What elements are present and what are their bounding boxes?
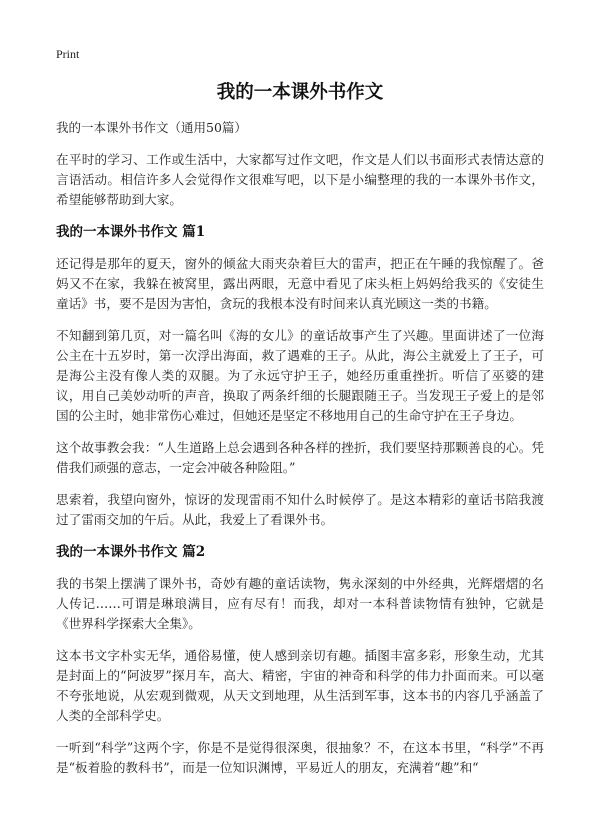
section-2-paragraph-2: 这本书文字朴实无华，通俗易懂，使人感到亲切有趣。插图丰富多彩，形象生动，尤其是封面上的“阿波罗”探月车，高大、精密，宇宙的神奇和科学的伟力扑面而来。可以毫不夸张地说，从宏观到微观，从天文到地理，从生活到军事，这本书的内容几乎涵盖了人类的全部科学史。 <box>56 648 544 723</box>
intro-paragraph: 在平时的学习、工作或生活中，大家都写过作文吧，作文是人们以书面形式表情达意的言语活动。相信许多人会觉得作文很难写吧，以下是小编整理的我的一本课外书作文，希望能够帮助到大家。 <box>56 152 544 207</box>
section-1-paragraph-1: 还记得是那年的夏天，窗外的倾盆大雨夹杂着巨大的雷声，把正在午睡的我惊醒了。爸妈又不在家，我躲在被窝里，露出两眼，无意中看见了床头柜上妈妈给我买的《安徒生童话》书，要不是因为害怕，贪玩的我根本没有时间来认真光顾这一类的书籍。 <box>56 256 544 311</box>
print-link[interactable]: Print <box>56 47 80 61</box>
document-body <box>56 150 544 790</box>
page-title: 我的一本课外书作文 <box>216 82 384 103</box>
section-1-paragraph-2: 不知翻到第几页，对一篇名叫《海的女儿》的童话故事产生了兴趣。里面讲述了一位海公主在十五岁时，第一次浮出海面，救了遇难的王子。从此，海公主就爱上了王子，可是海公主没有像人类的双腿。为了永远守护王子，她经历重重挫折。听信了巫婆的建议，用自己美妙动听的声音，换取了两条纤细的长腿跟随王子。当发现王子爱上的是邻国的公主时，她非常伤心难过，但她还是坚定不移地用自己的生命守护在王子身边。 <box>56 328 544 423</box>
section-1-paragraph-3: 这个故事教会我：“人生道路上总会遇到各种各样的挫折，我们要坚持那颗善良的心。凭借我们顽强的意志，一定会冲破各种险阻。” <box>56 440 544 475</box>
section-heading-2: 我的一本课外书作文 篇2 <box>56 544 206 560</box>
section-1-paragraph-4: 思索着，我望向窗外，惊讶的发现雷雨不知什么时候停了。是这本精彩的童话书陪我渡过了雷雨交加的午后。从此，我爱上了看课外书。 <box>56 492 544 527</box>
section-2-paragraph-1: 我的书架上摆满了课外书，奇妙有趣的童话读物，隽永深刻的中外经典，光辉熠熠的名人传记……可谓是琳琅满目，应有尽有！而我，却对一本科普读物情有独钟，它就是《世界科学探索大全集》。 <box>56 576 544 631</box>
section-heading-1: 我的一本课外书作文 篇1 <box>56 224 206 240</box>
section-2-paragraph-3: 一听到“科学”这两个字，你是不是觉得很深奥，很抽象？不，在这本书里，“科学”不再是“板着脸的教科书”，而是一位知识渊博，平易近人的朋友，充满着“趣”和“ <box>56 740 544 775</box>
document-subtitle: 我的一本课外书作文（通用50篇） <box>56 120 247 135</box>
